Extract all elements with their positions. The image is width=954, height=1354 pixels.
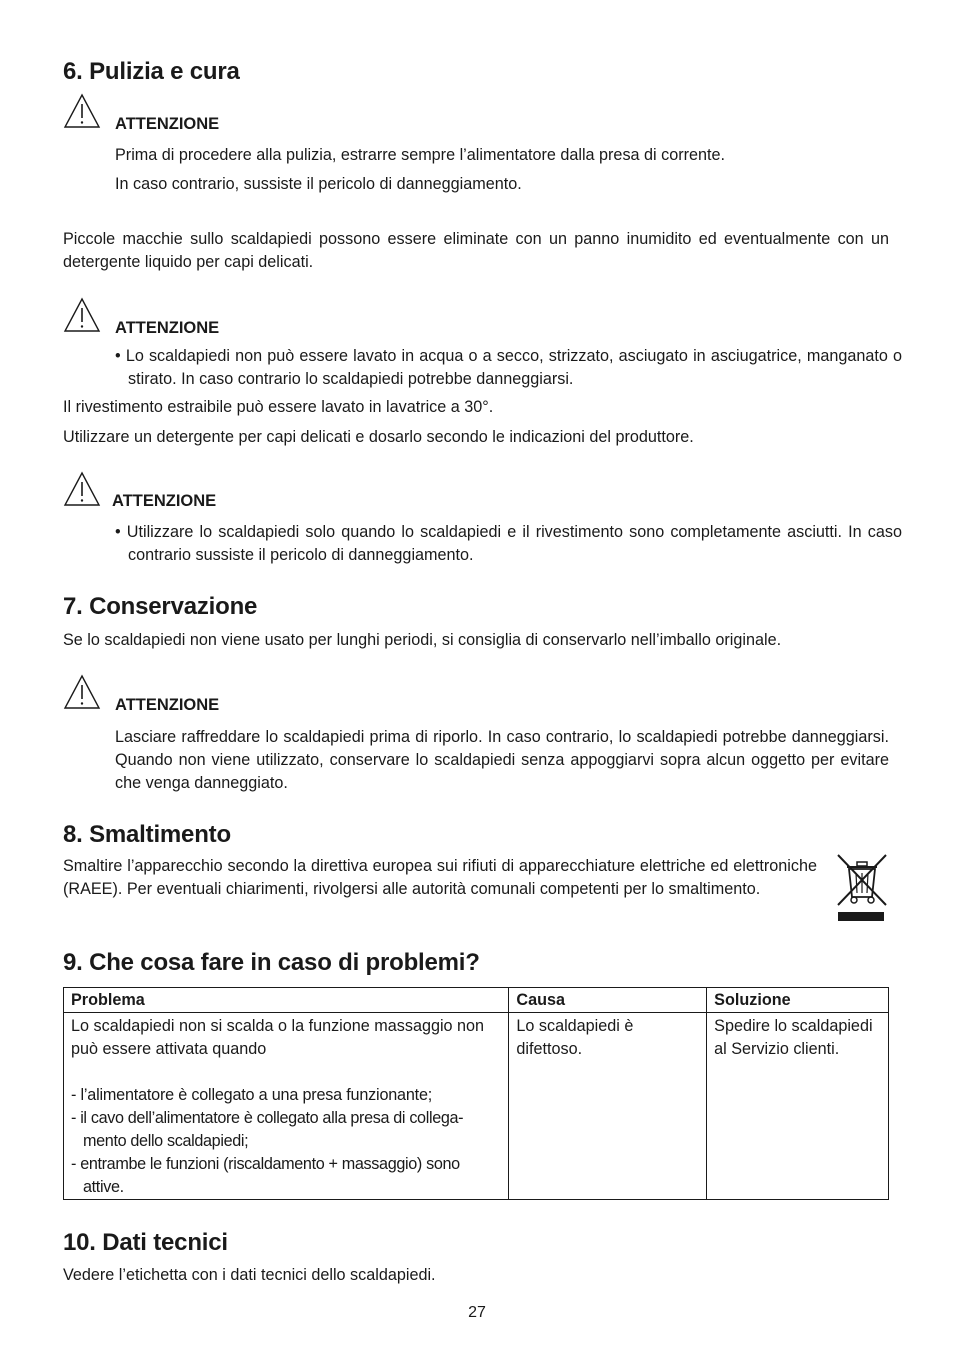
warning-label: ATTENZIONE	[112, 492, 217, 510]
problem-item: - entrambe le funzioni (riscaldamento + massaggio) sono attive.	[71, 1155, 460, 1196]
section-6-title: 6. Pulizia e cura	[63, 58, 240, 85]
warning-bullet: • Utilizzare lo scaldapiedi solo quando lo scaldapiedi e il rivestimento sono completamente asciutti. In caso contrario sussiste il pericolo di danneggiamento.	[115, 523, 902, 564]
warning-triangle-icon	[63, 471, 101, 507]
detergent-paragraph: Utilizzare un detergente per capi delicati e dosarlo secondo le indicazioni del produttore.	[63, 428, 694, 446]
warning-label: ATTENZIONE	[115, 696, 220, 714]
problem-item: - l’alimentatore è collegato a una presa funzionante;	[71, 1086, 433, 1104]
table-header-row	[64, 988, 889, 1013]
problem-item: - il cavo dell’alimentatore è collegato alla presa di collega-mento dello scaldapiedi;	[71, 1109, 464, 1150]
section-9-title: 9. Che cosa fare in caso di problemi?	[63, 949, 480, 976]
page-number: 27	[468, 1304, 486, 1321]
section-7-title: 7. Conservazione	[63, 593, 258, 620]
warning-text: Lasciare raffreddare lo scaldapiedi prima di riporlo. In caso contrario, lo scaldapiedi potrebbe danneggiarsi. Quando non viene utilizzato, conservare lo scaldapiedi senza appoggiarvi sopra alcun oggetto per evitare che venga danneggiato.	[115, 728, 889, 792]
warning-triangle-icon	[63, 93, 101, 129]
problem-cell	[64, 1013, 509, 1200]
warning-text: In caso contrario, sussiste il pericolo di danneggiamento.	[115, 175, 522, 193]
section-10-title: 10. Dati tecnici	[63, 1229, 228, 1256]
problem-intro: Lo scaldapiedi non si scalda o la funzione massaggio non può essere attivata quando	[71, 1017, 485, 1058]
warning-text: Prima di procedere alla pulizia, estrarre sempre l’alimentatore dalla presa di corrente.	[115, 146, 726, 164]
warning-label: ATTENZIONE	[115, 319, 220, 337]
solution-cell: Spedire lo scaldapiedi al Servizio clienti.	[707, 1013, 889, 1200]
warning-label: ATTENZIONE	[115, 115, 220, 133]
cause-cell: Lo scaldapiedi è difettoso.	[509, 1013, 707, 1200]
weee-crossed-bin-icon	[834, 851, 890, 923]
warning-triangle-icon	[63, 674, 101, 710]
column-header: Soluzione	[707, 988, 889, 1013]
storage-paragraph: Se lo scaldapiedi non viene usato per lunghi periodi, si consiglia di conservarlo nell’imballo originale.	[63, 631, 782, 649]
warning-bullet: • Lo scaldapiedi non può essere lavato in acqua o a secco, strizzato, asciugato in asciugatrice, manganato o stirato. In caso contrario lo scaldapiedi potrebbe danneggiarsi.	[115, 347, 902, 388]
cleaning-paragraph: Piccole macchie sullo scaldapiedi possono essere eliminate con un panno inumidito ed eventualmente con un detergente liquido per capi delicati.	[63, 230, 889, 271]
warning-triangle-icon	[63, 297, 101, 333]
washing-paragraph: Il rivestimento estraibile può essere lavato in lavatrice a 30°.	[63, 398, 494, 416]
technical-data-paragraph: Vedere l’etichetta con i dati tecnici dello scaldapiedi.	[63, 1266, 436, 1284]
section-8-title: 8. Smaltimento	[63, 821, 231, 848]
disposal-paragraph: Smaltire l’apparecchio secondo la direttiva europea sui rifiuti di apparecchiature elettriche ed elettroniche (RAEE). Per eventuali chiarimenti, rivolgersi alle autorità comunali competenti per lo smaltimento.	[63, 857, 817, 898]
troubleshooting-table	[63, 987, 889, 1200]
column-header: Problema	[64, 988, 509, 1013]
column-header: Causa	[509, 988, 707, 1013]
table-row	[64, 1013, 889, 1200]
